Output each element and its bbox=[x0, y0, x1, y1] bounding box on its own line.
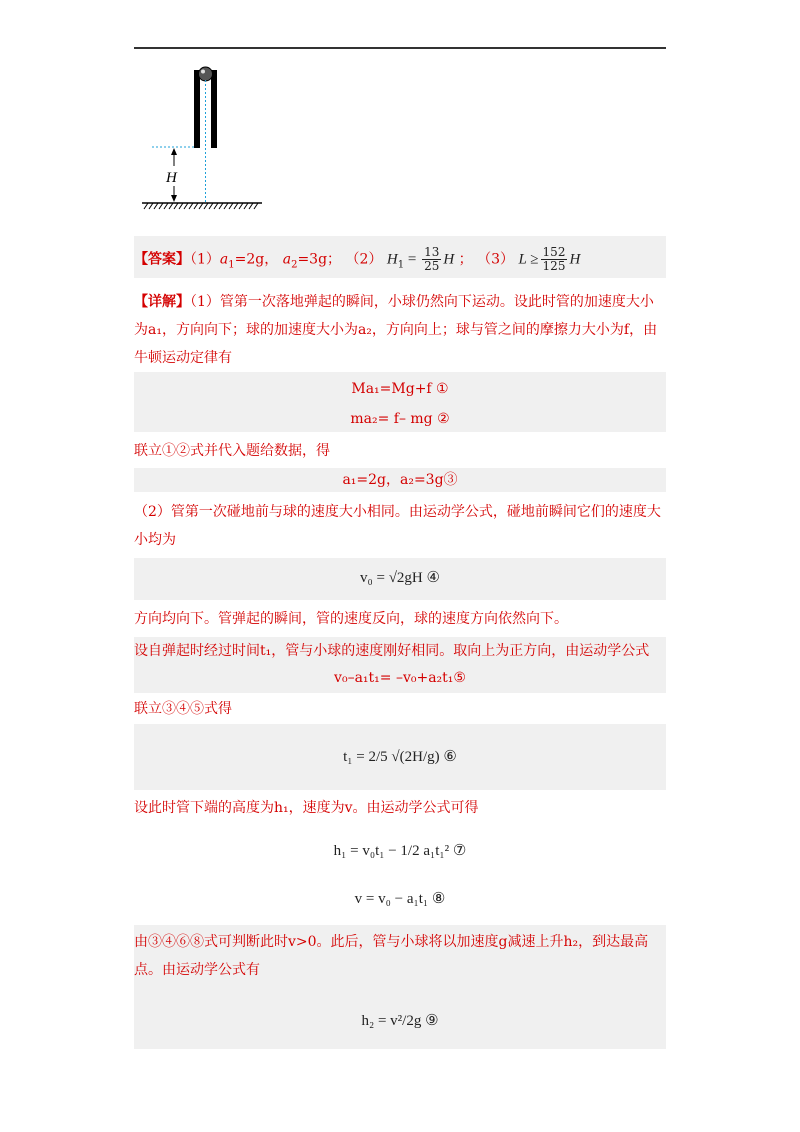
answer-h: H bbox=[443, 251, 455, 268]
pipe-left-wall bbox=[194, 70, 200, 148]
equation-5: v₀–a₁t₁= –v₀+a₂t₁⑤ bbox=[334, 670, 466, 686]
equation-6: t₁ = 2/5 √(2H/g) ⑥ bbox=[343, 749, 457, 765]
answer-line: 【答案】$(1)a_1=2g$， $a_2=3g$； （2） $H_1$ = $\frac{13}{25}$ H ； （3） L ≥ $\frac{152}{125}$ H bbox=[134, 245, 581, 273]
detail-para-7: 设此时管下端的高度为h₁，速度为v。由运动学公式可得 bbox=[134, 800, 479, 816]
detail-para-2: 联立①②式并代入题给数据，得 bbox=[134, 443, 330, 459]
answer-l: L ≥ bbox=[518, 251, 539, 268]
equation-3: a₁=2g，a₂=3g③ bbox=[342, 472, 458, 488]
answer-fraction-2: $\frac{152}{125}$ bbox=[542, 245, 566, 273]
answer-a2-value: =3g； bbox=[297, 251, 342, 268]
answer-part1: （1） bbox=[190, 251, 220, 268]
detail-para1-text: （1）管第一次落地弹起的瞬间，小球仍然向下运动。设此时管的加速度大小为a₁，方向向下；球的加速度大小为a₂，方向向上；球与管之间的摩擦力大小为f，由牛顿运动定律有 bbox=[134, 294, 658, 366]
detail-para-8: 由③④⑥⑧式可判断此时v>0。此后，管与小球将以加速度g减速上升h₂，到达最高点。由运动学公式有 bbox=[134, 934, 649, 978]
answer-h1: H bbox=[386, 251, 398, 268]
detail-para-5: 设自弹起时经过时间t₁，管与小球的速度刚好相同。取向上为正方向，由运动学公式 bbox=[134, 643, 650, 659]
answer-tag: 【答案】 bbox=[134, 251, 190, 268]
answer-part2: （2） bbox=[345, 251, 383, 268]
ball bbox=[199, 67, 213, 81]
answer-separator: ； bbox=[458, 251, 473, 268]
detail-para-3: （2）管第一次碰地前与球的速度大小相同。由运动学公式，碰地前瞬间它们的速度大小均为 bbox=[134, 504, 661, 548]
ground-hatch bbox=[144, 203, 258, 209]
equation-1: Ma₁=Mg+f ① bbox=[351, 381, 449, 397]
detail-para-4: 方向均向下。管弹起的瞬间，管的速度反向，球的速度方向依然向下。 bbox=[134, 611, 568, 627]
answer-a1-value: =2g， bbox=[234, 251, 279, 268]
height-label: H bbox=[166, 170, 177, 186]
detail-para-1 bbox=[134, 288, 666, 372]
equation-2: ma₂= f– mg ② bbox=[350, 411, 450, 427]
answer-fraction-1: $\frac{13}{25}$ bbox=[424, 245, 440, 273]
answer-part3: （3） bbox=[477, 251, 515, 268]
detail-para-6: 联立③④⑤式得 bbox=[134, 701, 232, 717]
equation-7: h₁ = v₀t₁ − 1/2 a₁t₁² ⑦ bbox=[333, 843, 467, 859]
equation-9: h₂ = v²/2g ⑨ bbox=[361, 1013, 439, 1029]
pipe-ball-figure bbox=[138, 62, 268, 217]
header-rule bbox=[134, 47, 666, 49]
equation-4: v₀ = √2gH ④ bbox=[360, 570, 440, 586]
equation-8: v = v₀ − a₁t₁ ⑧ bbox=[354, 891, 446, 907]
detail-tag: 【详解】 bbox=[134, 294, 190, 310]
answer-a2: a bbox=[282, 251, 292, 268]
answer-a1: a bbox=[219, 251, 229, 268]
pipe-right-wall bbox=[211, 70, 217, 148]
